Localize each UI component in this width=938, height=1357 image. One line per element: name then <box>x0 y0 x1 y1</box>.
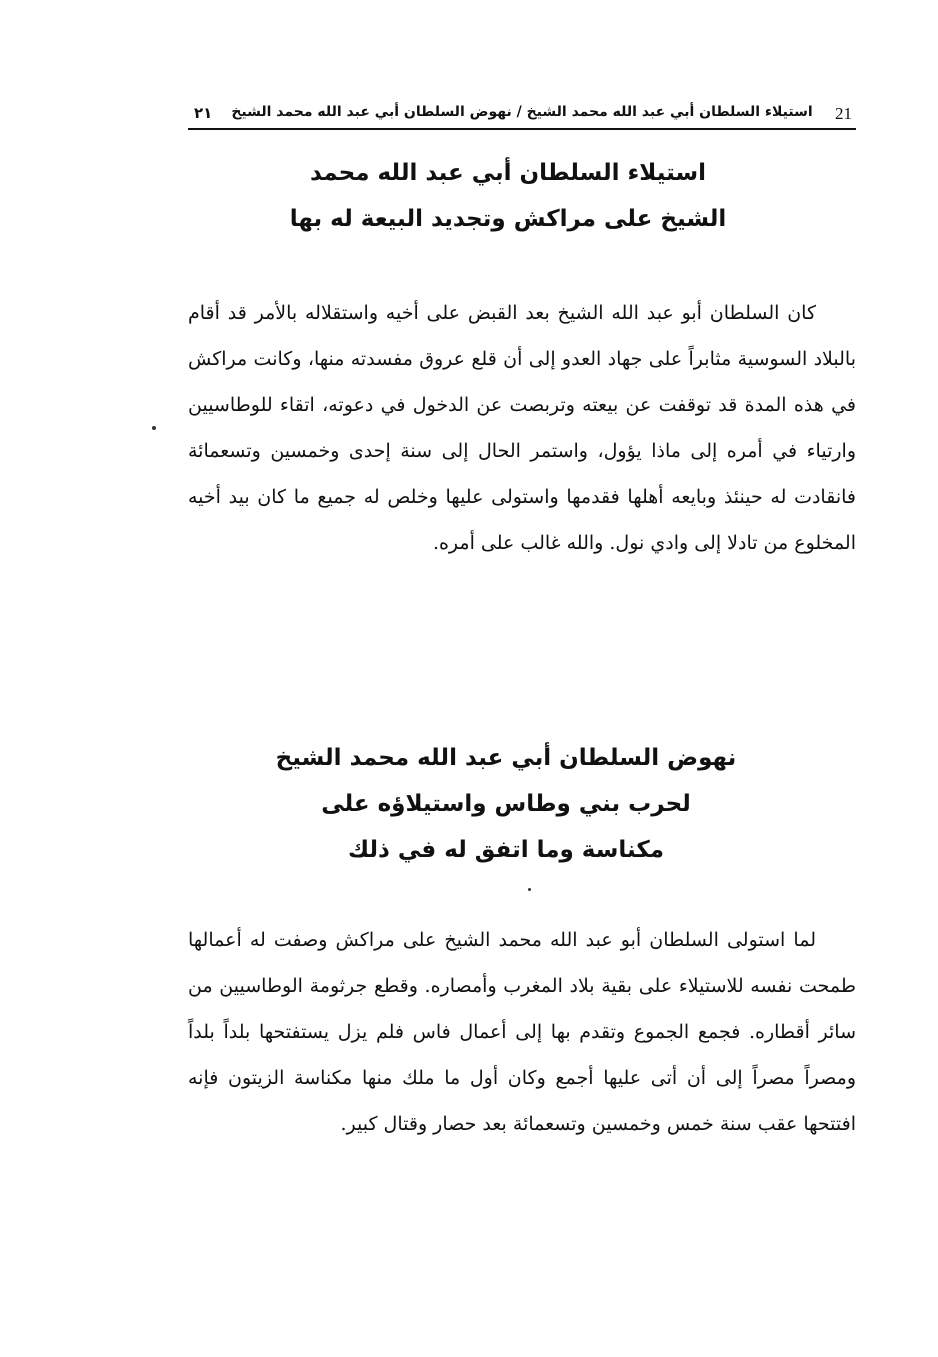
section-1-title <box>278 150 738 242</box>
running-header <box>188 100 856 130</box>
section-1 <box>188 150 856 566</box>
page-number-arabic: ٢١ <box>194 104 213 122</box>
stray-dot <box>528 888 531 891</box>
section-2 <box>188 735 856 1147</box>
page-number-latin: 21 <box>835 104 852 123</box>
section-1-paragraph: كان السلطان أبو عبد الله الشيخ بعد القبض على أخيه واستقلاله بالأمر قد أقام بالبلاد السوسية مثابراً على جهاد العدو إلى أن قلع عروق مفسدته منها، وكانت مراكش في هذه المدة قد توقفت عن بيعته وتربصت عن الدخول في دعوته، اتقاء للوطاسيين وارتياء في أمره إلى ماذا يؤول، واستمر الحال إلى سنة إحدى وخمسين وتسعمائة فانقادت له حينئذ وبايعه أهلها فقدمها واستولى عليها وخلص له جميع ما كان بيد أخيه المخلوع من تادلا إلى وادي نول. والله غالب على أمره. <box>188 302 856 554</box>
section-1-title-line-2: الشيخ على مراكش وتجديد البيعة له بها <box>289 206 727 232</box>
section-2-title <box>266 735 746 873</box>
section-2-title-line-2: لحرب بني وطاس واستيلاؤه على <box>321 791 691 817</box>
section-2-title-line-1: نهوض السلطان أبي عبد الله محمد الشيخ <box>275 745 737 771</box>
section-1-title-line-1: استيلاء السلطان أبي عبد الله محمد <box>309 160 707 186</box>
section-2-title-line-3: مكناسة وما اتفق له في ذلك <box>348 837 664 863</box>
header-rule <box>188 128 856 130</box>
section-2-paragraph: لما استولى السلطان أبو عبد الله محمد الشيخ على مراكش وصفت له أعمالها طمحت نفسه للاستيلاء على بقية بلاد المغرب وأمصاره. وقطع جرثومة الوطاسيين من سائر أقطاره. فجمع الجموع وتقدم بها إلى أعمال فاس فلم يزل يستفتحها بلداً بلداً ومصراً مصراً إلى أن أتى عليها أجمع وكان أول ما ملك منها مكناسة الزيتون فإنه افتتحها عقب سنة خمس وخمسين وتسعمائة بعد حصار وقتال كبير. <box>188 929 856 1135</box>
running-title: استيلاء السلطان أبي عبد الله محمد الشيخ / نهوض السلطان أبي عبد الله محمد الشيخ <box>231 104 813 120</box>
stray-mark <box>152 426 156 430</box>
